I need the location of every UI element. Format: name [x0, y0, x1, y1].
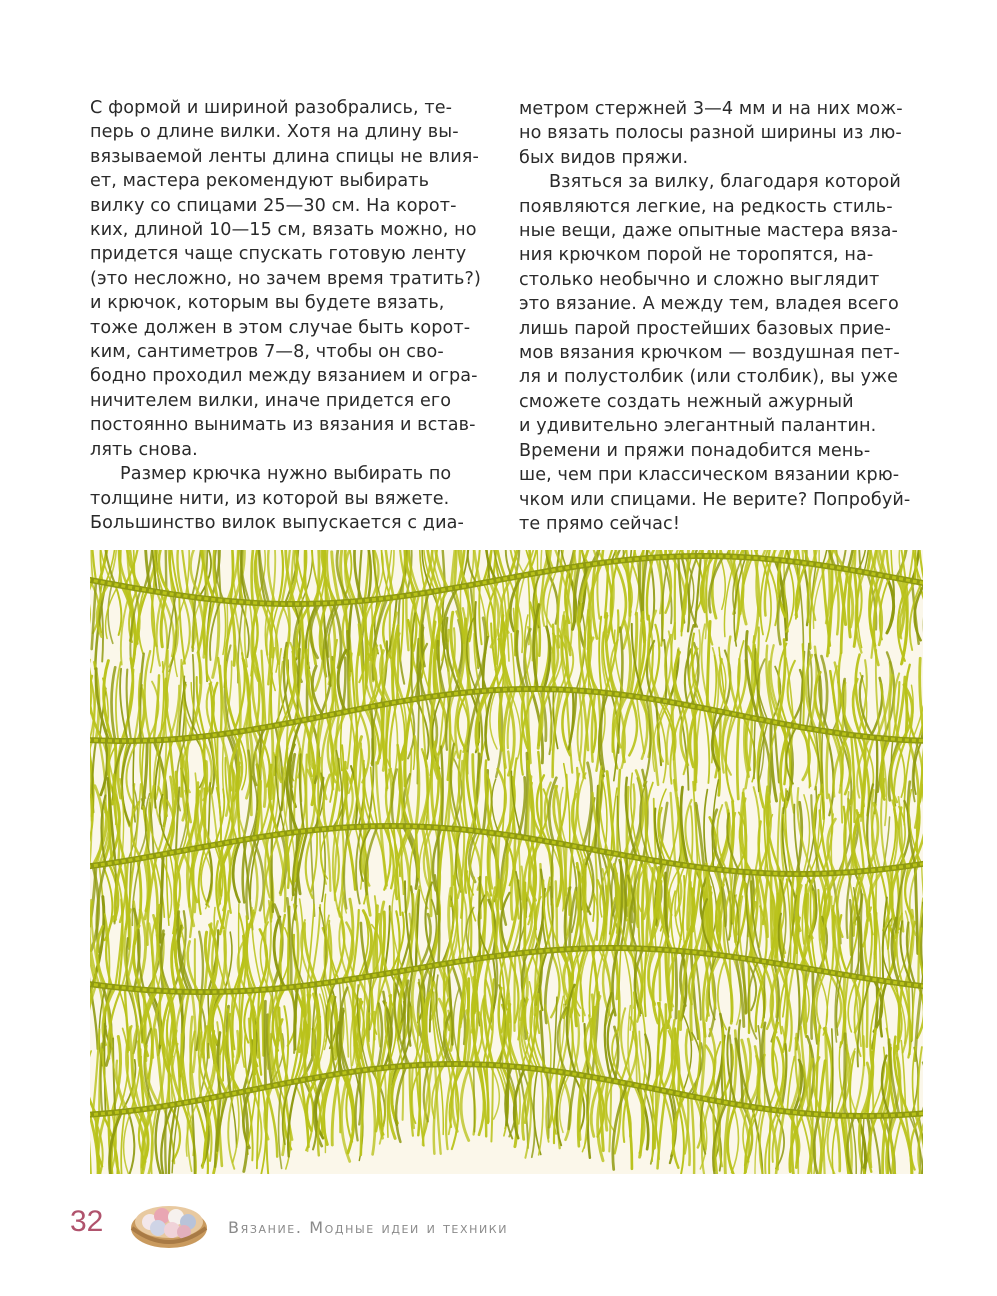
text-line: ет, мастера рекомендуют выбирать [90, 171, 430, 192]
text-line: лишь парой простейших базовых прие- [519, 318, 891, 339]
text-line: и удивительно элегантный палантин. [519, 416, 877, 437]
text-line: бодно проходил между вязанием и огра- [90, 366, 478, 387]
text-line: ния крючком порой не торопятся, на- [519, 245, 874, 266]
text-line: и крючок, которым вы будете вязать, [90, 293, 445, 314]
text-line: мов вязания крючком — воздушная пет- [519, 343, 900, 364]
text-line: Взяться за вилку, благодаря которой [549, 172, 901, 193]
text-line: ким, сантиметров 7—8, чтобы он сво- [90, 342, 444, 363]
text-line: те прямо сейчас! [519, 513, 680, 534]
text-line: перь о длине вилки. Хотя на длину вы- [90, 122, 459, 143]
text-line: но вязать полосы разной ширины из лю- [519, 123, 902, 144]
yarn-strand [479, 877, 480, 959]
text-line: Большинство вилок выпускается с диа- [90, 512, 464, 533]
page-number: 32 [70, 1205, 104, 1238]
right-text-column [519, 97, 919, 536]
text-line: сможете создать нежный ажурный [519, 391, 854, 412]
yarn-strand [165, 1106, 166, 1174]
text-line: лять снова. [90, 439, 198, 460]
text-line: ля и полустолбик (или столбик), вы уже [519, 367, 899, 388]
yarn-strand [306, 755, 307, 831]
text-line: ные вещи, даже опытные мастера вяза- [519, 221, 899, 242]
yarn-texture-illustration [90, 550, 923, 1174]
yarn-strand [652, 1089, 653, 1162]
knitted-lace-photo [90, 550, 923, 1174]
text-line: тоже должен в этом случае быть корот- [90, 317, 471, 338]
text-line: постоянно вынимать из вязания и встав- [90, 415, 476, 436]
text-line: придется чаще спускать готовую ленту [90, 244, 467, 265]
text-line: метром стержней 3—4 мм и на них мож- [519, 99, 903, 119]
yarn-strand [272, 835, 273, 912]
text-line: (это несложно, но зачем время тратить?) [90, 268, 481, 289]
text-line: вязываемой ленты длина спицы не влия- [90, 146, 479, 167]
text-line: чком или спицами. Не верите? Попробуй- [519, 489, 911, 510]
text-line: Времени и пряжи понадобится мень- [519, 440, 871, 461]
left-text-column [90, 96, 490, 535]
text-line: С формой и шириной разобрались, те- [90, 98, 453, 118]
text-line: толщине нити, из которой вы вяжете. [90, 488, 450, 509]
yarn-strand [376, 906, 377, 975]
text-line: Размер крючка нужно выбирать по [120, 464, 452, 485]
text-line: вилку со спицами 25—30 см. На корот- [90, 195, 457, 216]
yarn-strand [265, 1001, 266, 1087]
yarn-strand [514, 954, 515, 1031]
text-line: столько необычно и сложно выглядит [519, 269, 880, 290]
text-line: появляются легкие, на редкость стиль- [519, 196, 893, 217]
text-line: ких, длиной 10—15 см, вязать можно, но [90, 220, 477, 241]
yarn-strand [675, 951, 676, 1018]
text-line: ше, чем при классическом вязании крю- [519, 465, 900, 486]
yarn-strand [909, 984, 910, 1054]
text-line: это вязание. А между тем, владея всего [519, 294, 899, 315]
page-footer [0, 1180, 997, 1270]
yarn-strand [150, 741, 151, 798]
yarn-basket-icon [128, 1192, 210, 1250]
book-title: Вязание. Модные идеи и техники [228, 1218, 509, 1237]
text-line: бых видов пряжи. [519, 147, 689, 168]
text-line: ничителем вилки, иначе придется его [90, 390, 452, 411]
yarn-strand [271, 673, 272, 726]
yarn-strand [474, 1064, 475, 1132]
